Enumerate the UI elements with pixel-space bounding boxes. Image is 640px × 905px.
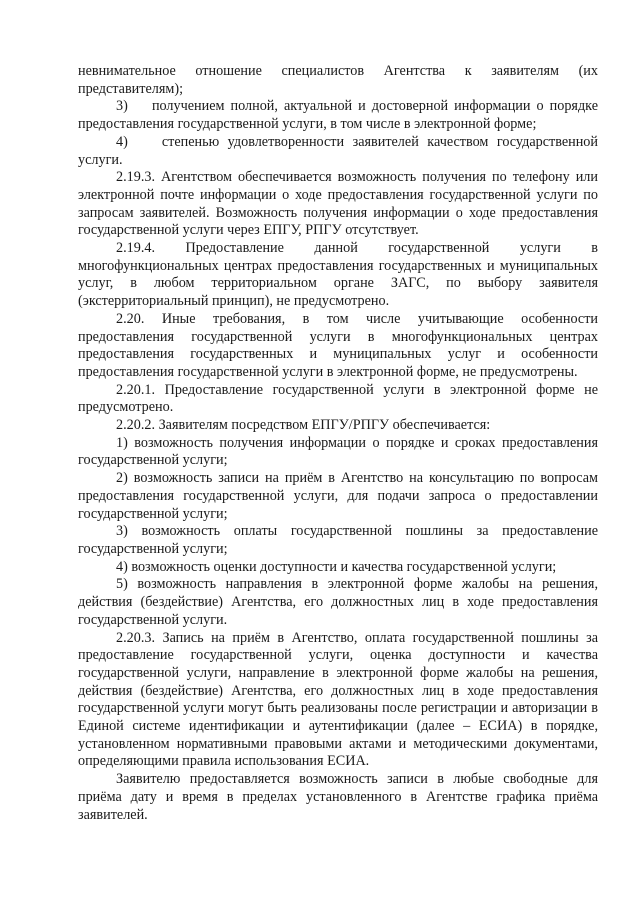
clause-2-20: 2.20. Иные требования, в том числе учитывающие особенности предоставления государственной услуги в многофункциональных центрах предоставления государственных и муниципальных услуг и особенности предоставления государственной услуги в электронной форме, не предусмотрены.: [78, 310, 598, 380]
document-page: [78, 63, 598, 824]
closing-paragraph: Заявителю предоставляется возможность записи в любые свободные для приёма дату и время в пределах установленного в Агентстве графика приёма заявителей.: [78, 771, 598, 823]
sublist-item-3: 3) возможность оплаты государственной пошлины за предоставление государственной услуги;: [78, 523, 598, 557]
clause-2-20-3: 2.20.3. Запись на приём в Агентство, оплата государственной пошлины за предоставление государственной услуги, оценка доступности и качества государственной услуги, направление в электронной форме жалобы на решения, действия (бездействие) Агентства, его должностных лиц в ходе предоставления государственной услуги могут быть реализованы после регистрации и авторизации в Единой системе идентификации и аутентификации (далее – ЕСИА) в порядке, установленном нормативными правовыми актами и методическими документами, определяющими правила использования ЕСИА.: [78, 629, 598, 770]
sublist-item-5: 5) возможность направления в электронной форме жалобы на решения, действия (бездействие) Агентства, его должностных лиц в ходе предоставления государственной услуги.: [78, 576, 598, 628]
sublist-item-1: 1) возможность получения информации о порядке и сроках предоставления государственной услуги;: [78, 434, 598, 469]
paragraph-continuation: невнимательное отношение специалистов Агентства к заявителям (их представителям);: [78, 63, 598, 97]
list-item-3: 3) получением полной, актуальной и достоверной информации о порядке предоставления государственной услуги, в том числе в электронной форме;: [78, 98, 598, 133]
clause-2-19-3: 2.19.3. Агентством обеспечивается возможность получения по телефону или электронной почте информации о ходе предоставления государственной услуги по запросам заявителей. Возможность получения информации о ходе предоставления государственной услуги через ЕПГУ, РПГУ отсутствует.: [78, 169, 598, 239]
clause-2-20-1: 2.20.1. Предоставление государственной услуги в электронной форме не предусмотрено.: [78, 381, 598, 416]
list-item-4: 4) степенью удовлетворенности заявителей качеством государственной услуги.: [78, 133, 598, 168]
clause-2-20-2: 2.20.2. Заявителям посредством ЕПГУ/РПГУ обеспечивается:: [116, 417, 491, 434]
sublist-item-4: 4) возможность оценки доступности и качества государственной услуги;: [116, 558, 557, 575]
sublist-item-2: 2) возможность записи на приём в Агентство на консультацию по вопросам предоставления государственной услуги, для подачи запроса о предоставлении государственной услуги;: [78, 470, 598, 522]
clause-2-19-4: 2.19.4. Предоставление данной государственной услуги в многофункциональных центрах предоставления государственных и муниципальных услуг, в любом территориальном органе ЗАГС, по выбору заявителя (экстерриториальный принцип), не предусмотрено.: [78, 240, 598, 310]
